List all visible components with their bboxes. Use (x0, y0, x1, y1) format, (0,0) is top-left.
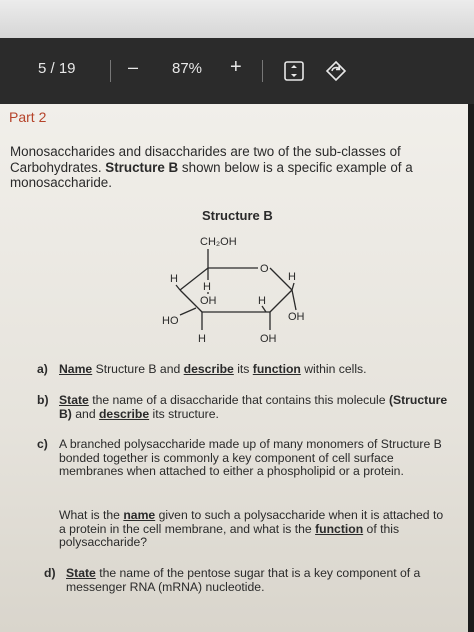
text-run: the name of the pentose sugar that is a key component of a messenger RNA (mRNA) nucleotide. (66, 566, 421, 594)
question-label: c) (37, 437, 48, 451)
part-heading: Part 2 (9, 109, 47, 125)
question-text (66, 567, 456, 594)
ring-oxygen: O (260, 263, 269, 275)
screen-bezel (0, 0, 474, 38)
intro-emphasis: Structure B (105, 159, 179, 175)
text-run: its (233, 362, 253, 376)
text-emphasis: (Structure B) (59, 393, 448, 421)
question-text (59, 363, 459, 377)
zoom-out-button[interactable]: – (128, 57, 139, 77)
intro-paragraph (10, 144, 462, 191)
keyword: function (252, 362, 301, 376)
h-atom: H (203, 281, 211, 293)
document-page (0, 104, 474, 632)
bond (180, 290, 202, 312)
bond (292, 283, 294, 290)
bond (176, 285, 180, 290)
intro-text-end: shown below is a specific example of a monosaccharide. (10, 159, 413, 190)
question-text: A branched polysaccharide made up of many monomers of Structure B bonded together is commonly a key component of cell surface membranes when attached to either a phospholipid or a protein. (59, 437, 442, 479)
keyword: describe (98, 406, 150, 421)
zoom-level[interactable]: 87% (172, 60, 203, 77)
h-atom: H (258, 295, 266, 307)
h-atom: H (170, 273, 178, 285)
page-indicator[interactable]: 5 / 19 (38, 60, 76, 77)
question-text (59, 394, 459, 421)
ho-group: HO (162, 315, 179, 327)
text-run: What is the (59, 508, 124, 522)
question-label: d) (44, 566, 56, 580)
oh-group: OH (200, 295, 217, 307)
text-run: Structure B and (92, 362, 184, 376)
window-edge (468, 104, 474, 632)
toolbar-divider (262, 60, 263, 82)
bond (270, 290, 292, 312)
text-run: given to such a polysaccharide when it is attached to a protein in the cell membrane, and what is the (59, 508, 444, 536)
ch2oh-label: CH₂OH (200, 236, 237, 248)
text-run: of this polysaccharide? (59, 521, 400, 550)
question-label: a) (37, 362, 48, 376)
glucose-ring-diagram (150, 230, 330, 348)
keyword: State (66, 566, 96, 580)
question-label: b) (37, 393, 49, 407)
toolbar-divider (110, 60, 111, 82)
oh-group: OH (260, 333, 277, 345)
keyword: name (123, 508, 156, 522)
keyword: Name (59, 362, 93, 376)
pdf-toolbar (0, 38, 474, 104)
bond (292, 290, 296, 310)
text-run: and (71, 406, 99, 421)
intro-text: Monosaccharides and disaccharides are two of the sub-classes of Carbohydrates. (10, 144, 401, 175)
oh-group: OH (288, 311, 305, 323)
keyword: State (59, 393, 89, 407)
text-run: within cells. (300, 362, 367, 376)
h-atom: H (288, 271, 296, 283)
structure-title: Structure B (202, 208, 273, 223)
zoom-in-button[interactable]: + (230, 56, 242, 78)
rotate-icon[interactable] (324, 59, 348, 88)
text-run: the name of a disaccharide that contains this molecule (88, 393, 389, 407)
bond (180, 308, 196, 315)
keyword: describe (183, 362, 234, 376)
text-run: its structure. (149, 406, 219, 421)
keyword: function (315, 521, 364, 536)
h-atom: H (198, 333, 206, 345)
question-text (59, 509, 444, 550)
fit-page-icon[interactable] (283, 60, 305, 87)
